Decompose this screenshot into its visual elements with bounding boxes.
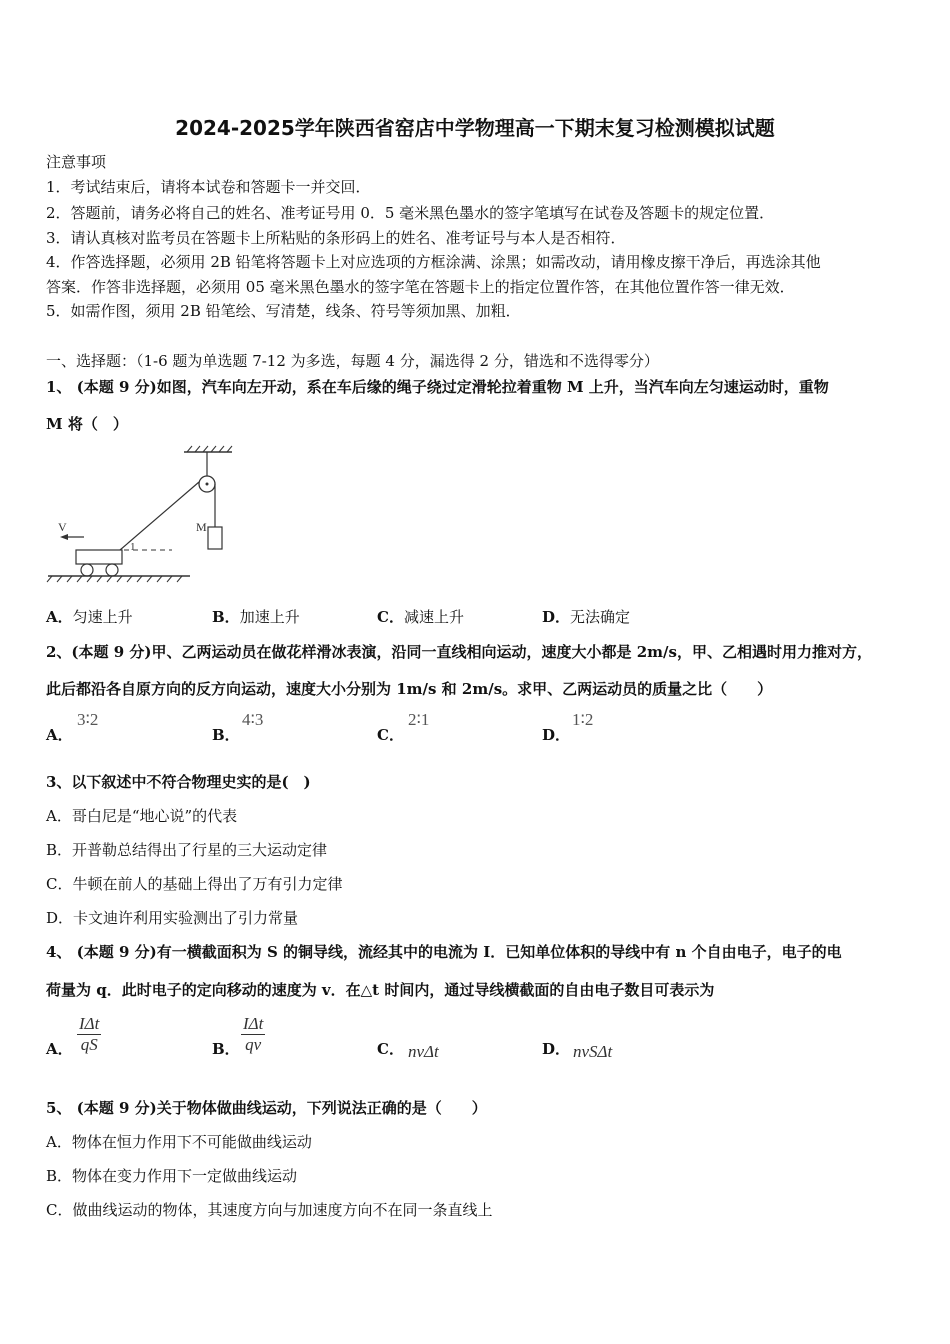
q5-option-a: A．物体在恒力作用下不可能做曲线运动 — [46, 1133, 312, 1151]
q4-option-d-key: D． — [542, 1040, 571, 1058]
q4-option-a-key: A． — [46, 1040, 73, 1058]
notice-item: 1．考试结束后，请将本试卷和答题卡一并交回． — [46, 178, 371, 196]
q4-option-b-key: B． — [212, 1040, 240, 1058]
q4-option-b-fraction — [241, 1014, 265, 1055]
car-pulley-diagram — [44, 444, 244, 590]
q3-option-c: C．牛顿在前人的基础上得出了万有引力定律 — [46, 875, 343, 893]
question-4-text: 4、 (本题 9 分)有一横截面积为 S 的铜导线，流经其中的电流为 I．已知单位体积的导线中有 n 个自由电子，电子的电 — [46, 943, 842, 961]
q2-option-b-value: 4∶3 — [242, 710, 264, 729]
notice-item: 3．请认真核对监考员在答题卡上所粘贴的条形码上的姓名、准考证号与本人是否相符． — [46, 229, 626, 247]
q2-option-c-key: C． — [377, 726, 404, 744]
mass-label: M — [196, 520, 207, 534]
q4-option-d-value: nvSΔt — [573, 1042, 613, 1061]
question-2-text: 2、(本题 9 分)甲、乙两运动员在做花样滑冰表演，沿同一直线相向运动，速度大小都是 2m/s，甲、乙相遇时用力推对方， — [46, 643, 872, 661]
fraction-numerator: IΔt — [243, 1014, 264, 1033]
q3-option-d: D．卡文迪许利用实验测出了引力常量 — [46, 909, 299, 927]
velocity-label: V — [58, 520, 67, 534]
q5-option-b: B．物体在变力作用下一定做曲线运动 — [46, 1167, 298, 1185]
question-1-text-cont: M 将（ ） — [46, 415, 128, 433]
q2-option-a-value: 3∶2 — [77, 710, 99, 729]
mass-block — [208, 527, 222, 549]
page-title: 2024-2025学年陕西省窑店中学物理高一下期末复习检测模拟试题 — [175, 116, 775, 140]
q1-option-a: A．匀速上升 — [46, 608, 133, 626]
question-1-text: 1、 (本题 9 分)如图，汽车向左开动，系在车后缘的绳子绕过定滑轮拉着重物 M 上升，当汽车向左匀速运动时，重物 — [46, 378, 829, 396]
notice-item: 2．答题前，请务必将自己的姓名、准考证号用 0．5 毫米黑色墨水的签字笔填写在试卷及答题卡的规定位置． — [46, 204, 775, 222]
q2-option-b-key: B． — [212, 726, 240, 744]
angle-label: 1 — [130, 541, 136, 553]
fraction-numerator: IΔt — [79, 1014, 100, 1033]
q2-option-a-key: A． — [46, 726, 73, 744]
q5-option-c: C．做曲线运动的物体，其速度方向与加速度方向不在同一条直线上 — [46, 1201, 493, 1219]
notice-item: 5．如需作图，须用 2B 铅笔绘、写清楚，线条、符号等须加黑、加粗． — [46, 302, 521, 320]
notice-item: 答案．作答非选择题，必须用 05 毫米黑色墨水的签字笔在答题卡上的指定位置作答，在其他位置作答一律无效． — [46, 278, 795, 296]
q1-option-d: D．无法确定 — [542, 608, 631, 626]
question-2-text-cont: 此后都沿各自原方向的反方向运动，速度大小分别为 1m/s 和 2m/s。求甲、乙两运动员的质量之比（ ） — [46, 680, 773, 698]
notice-heading: 注意事项 — [46, 153, 107, 171]
question-5-text: 5、 (本题 9 分)关于物体做曲线运动，下列说法正确的是（ ） — [46, 1099, 487, 1117]
q2-option-c-value: 2∶1 — [408, 710, 430, 729]
q2-option-d-value: 1∶2 — [572, 710, 594, 729]
q4-option-a-fraction — [77, 1014, 101, 1055]
fraction-denominator: qv — [245, 1035, 262, 1054]
q4-option-c-key: C． — [377, 1040, 404, 1058]
fraction-denominator: qS — [80, 1035, 98, 1054]
car-body — [76, 550, 122, 564]
q3-option-a: A．哥白尼是“地心说”的代表 — [46, 807, 238, 825]
q3-option-b: B．开普勒总结得出了行星的三大运动定律 — [46, 841, 328, 859]
question-4-text-cont: 荷量为 q．此时电子的定向移动的速度为 v．在△t 时间内，通过导线横截面的自由电子数目可表示为 — [46, 981, 715, 999]
q4-option-c-value: nvΔt — [408, 1042, 439, 1061]
notice-item: 4．作答选择题，必须用 2B 铅笔将答题卡上对应选项的方框涂满、涂黑；如需改动，请用橡皮擦干净后，再选涂其他 — [46, 253, 821, 271]
section-title: 一、选择题：（1-6 题为单选题 7-12 为多选，每题 4 分，漏选得 2 分，错选和不选得零分） — [46, 352, 659, 370]
q1-option-b: B．加速上升 — [212, 608, 300, 626]
q1-option-c: C．减速上升 — [377, 608, 464, 626]
q2-option-d-key: D． — [542, 726, 571, 744]
question-3-text: 3、以下叙述中不符合物理史实的是( ) — [46, 773, 311, 791]
